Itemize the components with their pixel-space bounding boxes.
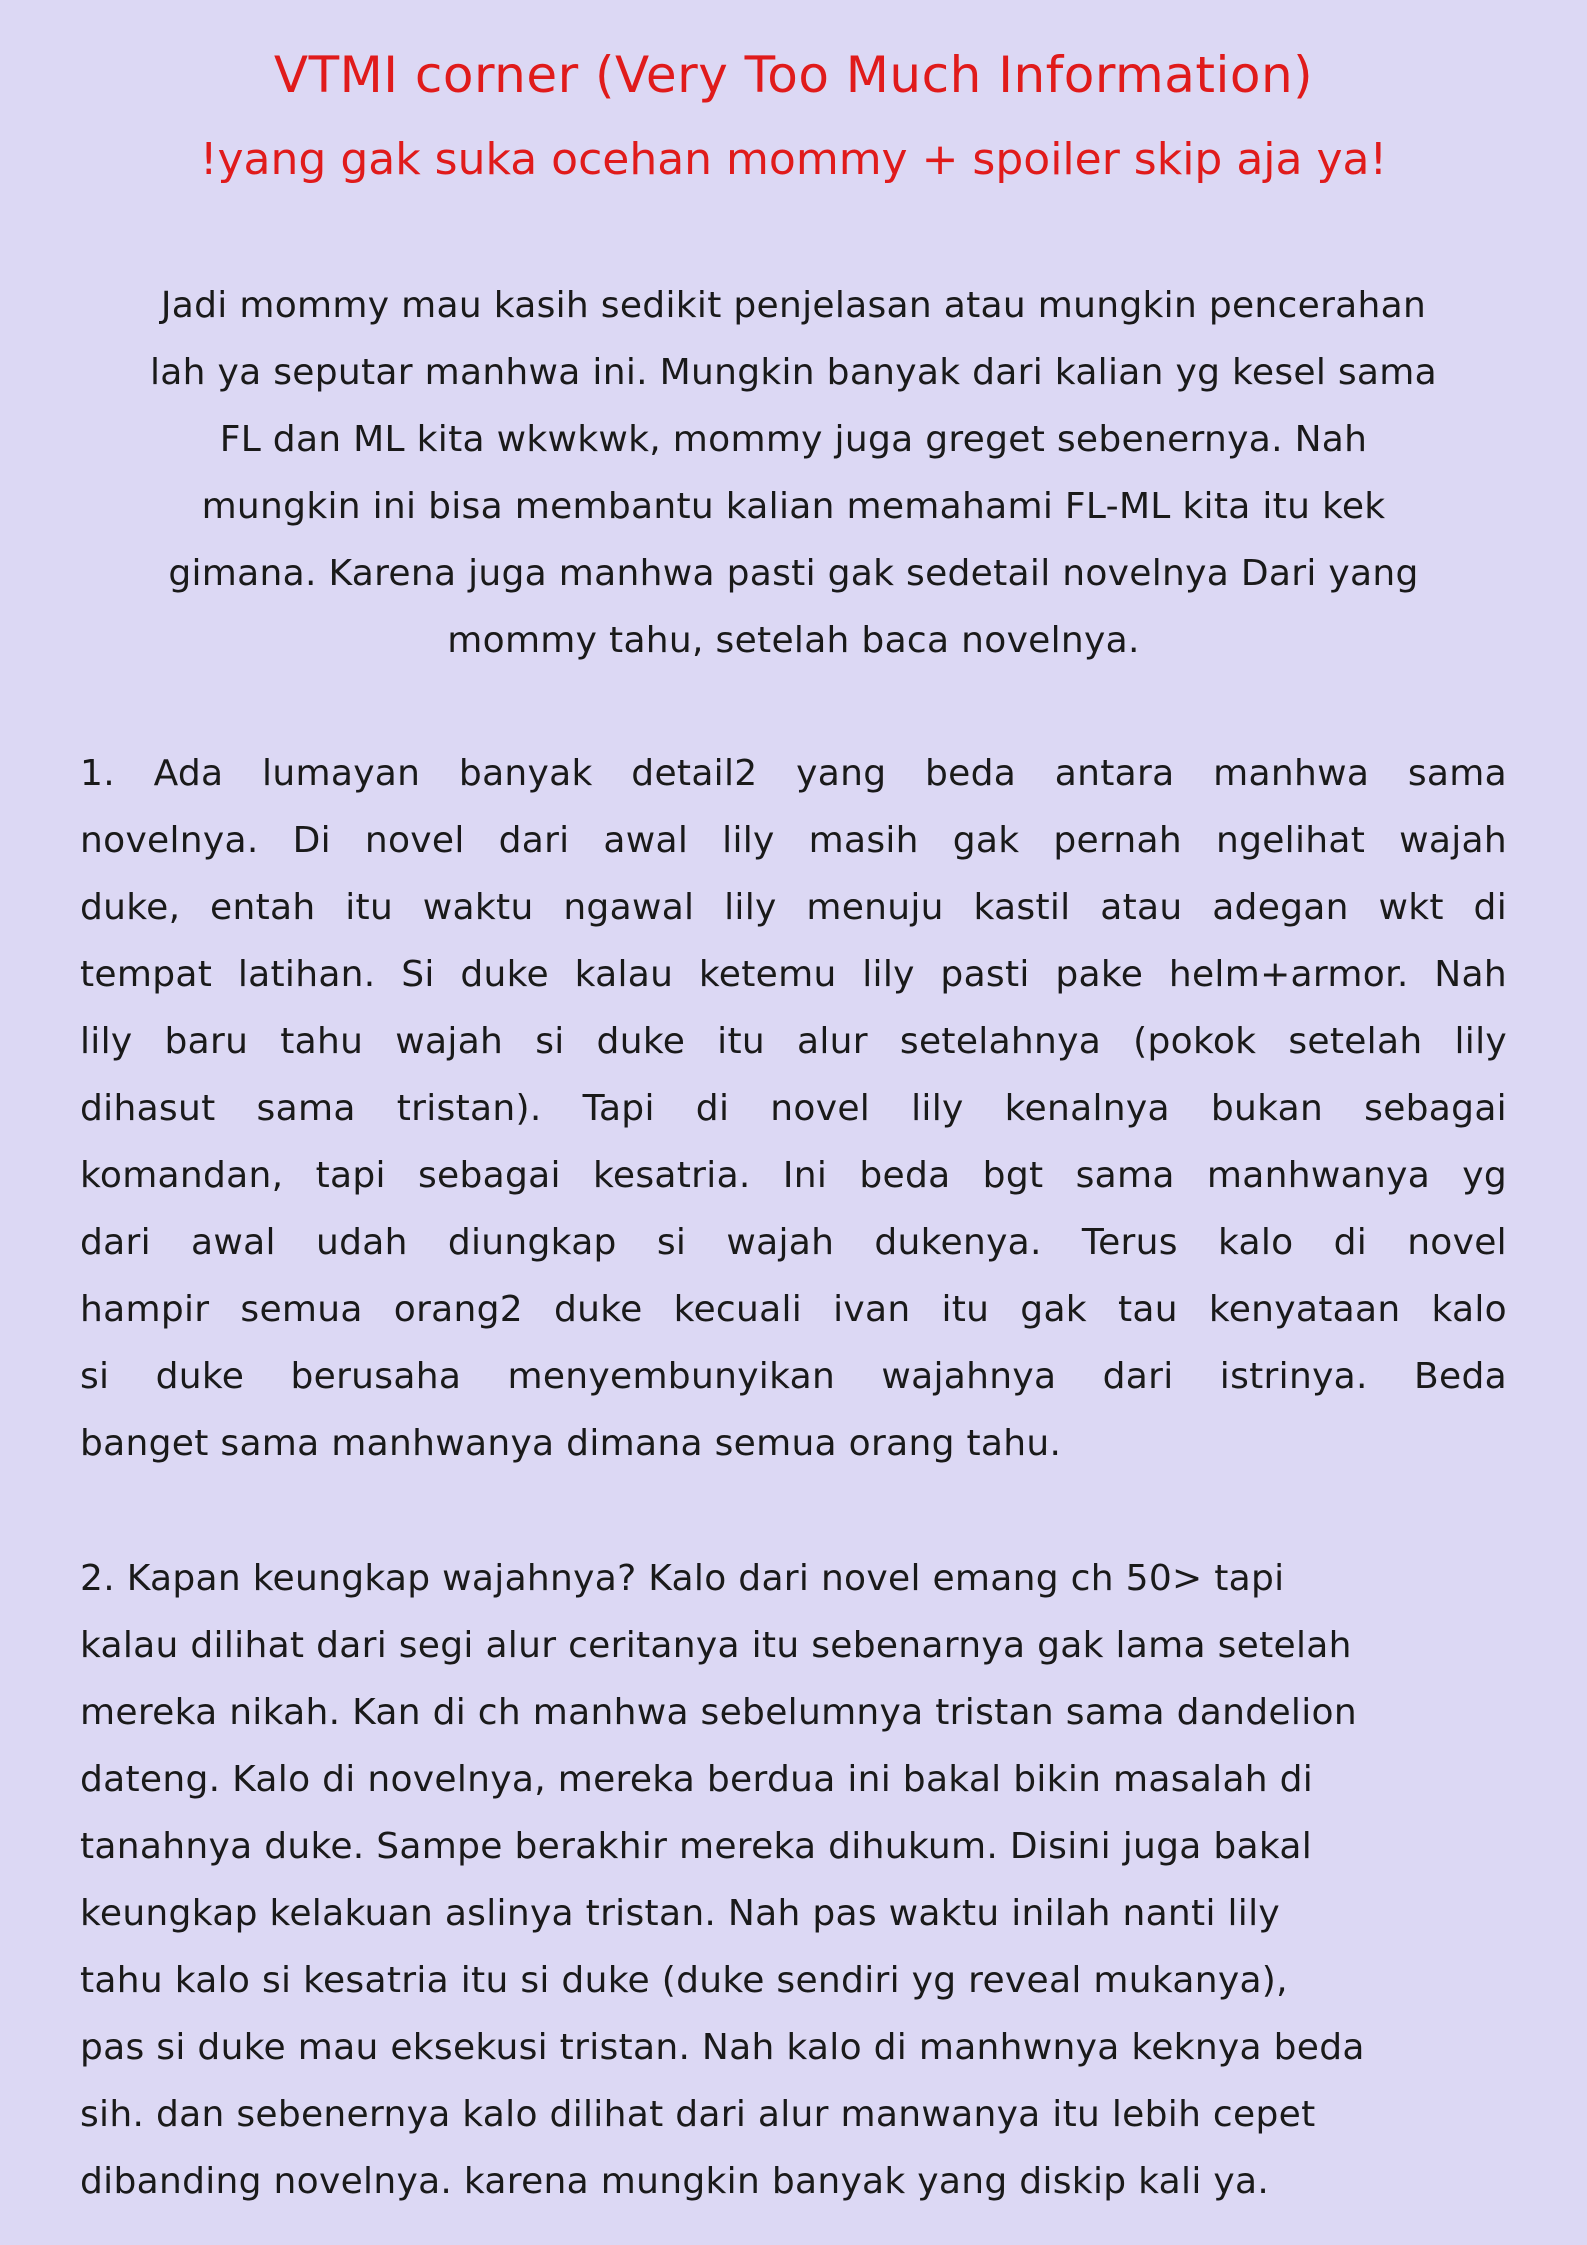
point-2-line: sih. dan sebenernya kalo dilihat dari alur manwanya itu lebih cepet: [80, 2094, 1316, 2135]
point-2-line: kalau dilihat dari segi alur ceritanya itu sebenarnya gak lama setelah: [80, 1625, 1352, 1666]
point-2-line: dibanding novelnya. karena mungkin banyak yang diskip kali ya.: [80, 2161, 1270, 2202]
point-2-line: mereka nikah. Kan di ch manhwa sebelumnya tristan sama dandelion: [80, 1692, 1357, 1733]
point-1-paragraph: [80, 740, 1507, 1477]
point-2-line: tanahnya duke. Sampe berakhir mereka dihukum. Disini juga bakal: [80, 1826, 1313, 1867]
point-1-line: 1. Ada lumayan banyak detail2 yang beda antara manhwa sama: [80, 753, 1507, 794]
point-1-line: banget sama manhwanya dimana semua orang tahu.: [80, 1423, 1062, 1464]
point-2-line: 2. Kapan keungkap wajahnya? Kalo dari novel emang ch 50> tapi: [80, 1558, 1285, 1599]
point-2-line: pas si duke mau eksekusi tristan. Nah kalo di manhwnya keknya beda: [80, 2027, 1365, 2068]
point-1-line: dari awal udah diungkap si wajah dukenya. Terus kalo di novel: [80, 1222, 1507, 1263]
point-1-line: si duke berusaha menyembunyikan wajahnya dari istrinya. Beda: [80, 1356, 1507, 1397]
point-1-line: duke, entah itu waktu ngawal lily menuju kastil atau adegan wkt di: [80, 887, 1507, 928]
point-2-line: tahu kalo si kesatria itu si duke (duke sendiri yg reveal mukanya),: [80, 1960, 1288, 2001]
point-1-line: hampir semua orang2 duke kecuali ivan itu gak tau kenyataan kalo: [80, 1289, 1507, 1330]
intro-line: mommy tahu, setelah baca novelnya.: [447, 620, 1140, 661]
page-subtitle: !yang gak suka ocehan mommy + spoiler skip aja ya!: [199, 134, 1388, 185]
point-2-line: dateng. Kalo di novelnya, mereka berdua ini bakal bikin masalah di: [80, 1759, 1314, 1800]
intro-line: FL dan ML kita wkwkwk, mommy juga greget sebenernya. Nah: [219, 419, 1368, 460]
intro-line: Jadi mommy mau kasih sedikit penjelasan atau mungkin pencerahan: [160, 285, 1427, 326]
point-1-line: novelnya. Di novel dari awal lily masih gak pernah ngelihat wajah: [80, 820, 1507, 861]
point-1-line: tempat latihan. Si duke kalau ketemu lily pasti pake helm+armor. Nah: [80, 954, 1507, 995]
point-1-line: lily baru tahu wajah si duke itu alur setelahnya (pokok setelah lily: [80, 1021, 1507, 1062]
point-2-paragraph: [80, 1545, 1507, 2215]
intro-line: lah ya seputar manhwa ini. Mungkin banyak dari kalian yg kesel sama: [149, 352, 1438, 393]
intro-paragraph: [80, 272, 1507, 674]
intro-line: mungkin ini bisa membantu kalian memahami FL-ML kita itu kek: [201, 486, 1386, 527]
intro-line: gimana. Karena juga manhwa pasti gak sedetail novelnya Dari yang: [168, 553, 1419, 594]
point-1-line: dihasut sama tristan). Tapi di novel lily kenalnya bukan sebagai: [80, 1088, 1507, 1129]
point-1-line: komandan, tapi sebagai kesatria. Ini beda bgt sama manhwanya yg: [80, 1155, 1507, 1196]
page-title: VTMI corner (Very Too Much Information): [273, 46, 1314, 104]
point-2-line: keungkap kelakuan aslinya tristan. Nah pas waktu inilah nanti lily: [80, 1893, 1281, 1934]
